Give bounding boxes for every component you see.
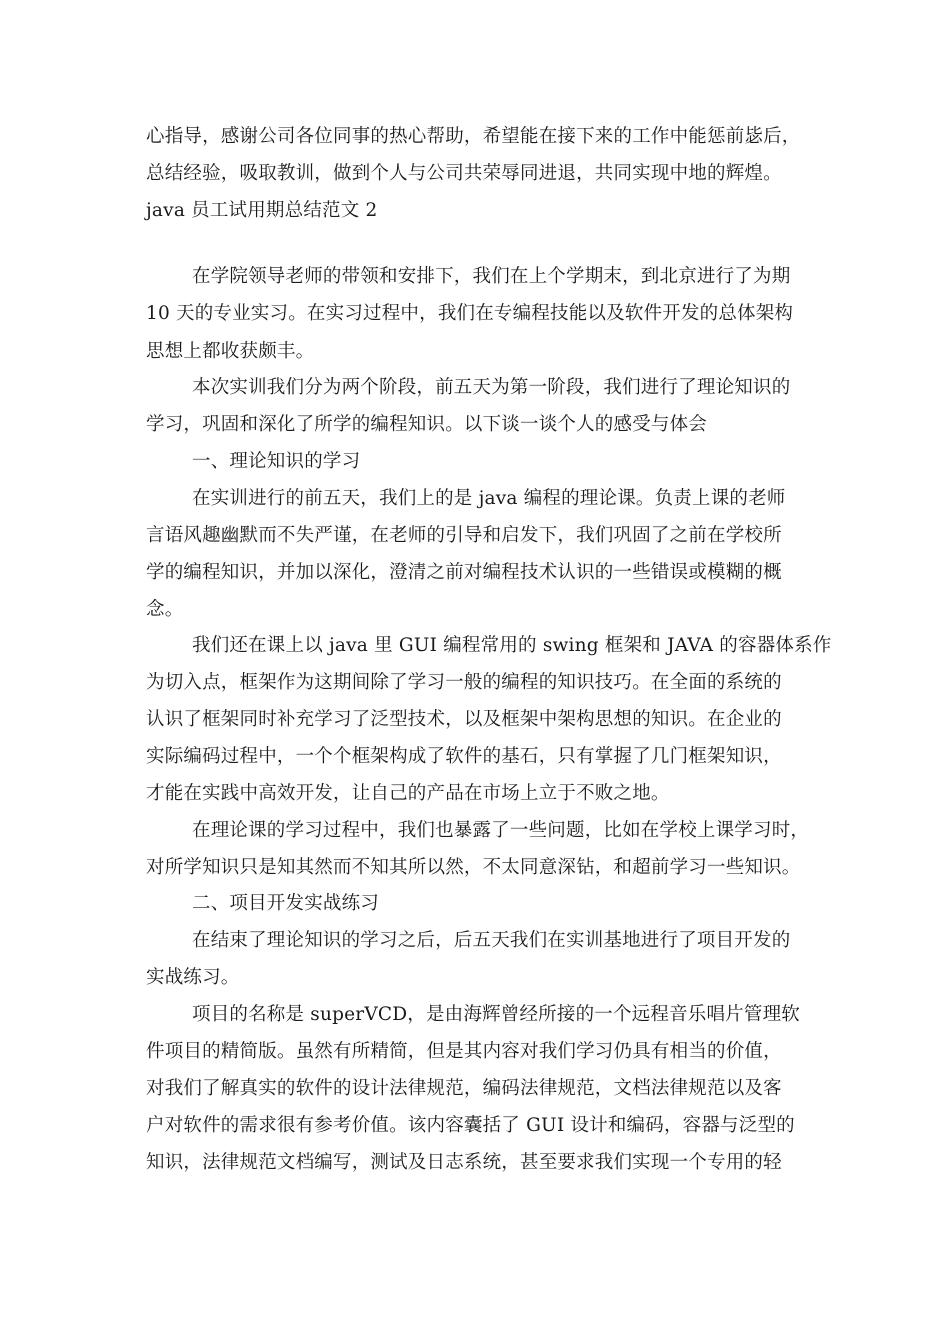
text-line: 在学院领导老师的带领和安排下，我们在上个学期末，到北京进行了为期 <box>192 266 791 287</box>
text-line: 为切入点，框架作为这期间除了学习一般的编程的知识技巧。在全面的系统的 <box>146 672 782 693</box>
text-line: 在理论课的学习过程中，我们也暴露了一些问题，比如在学校上课学习时， <box>192 820 810 841</box>
text-line: 在实训进行的前五天，我们上的是 java 编程的理论课。负责上课的老师 <box>192 488 786 509</box>
text-line: 念。 <box>146 599 184 620</box>
subsection-heading: 一、理论知识的学习 <box>192 451 361 472</box>
text-line: 学习，巩固和深化了所学的编程知识。以下谈一谈个人的感受与体会 <box>146 414 708 435</box>
text-line: 言语风趣幽默而不失严谨，在老师的引导和启发下，我们巩固了之前在学校所 <box>146 525 782 546</box>
text-line: 对我们了解真实的软件的设计法律规范，编码法律规范，文档法律规范以及客 <box>146 1078 782 1099</box>
text-line: 总结经验，吸取教训，做到个人与公司共荣辱同进退，共同实现中地的辉煌。 <box>146 163 782 184</box>
text-line: 实战练习。 <box>146 967 240 988</box>
text-line: 知识，法律规范文档编写，测试及日志系统，甚至要求我们实现一个专用的轻 <box>146 1152 782 1173</box>
text-line: 实际编码过程中，一个个框架构成了软件的基石，只有掌握了几门框架知识， <box>146 746 782 767</box>
subsection-heading: 二、项目开发实战练习 <box>192 893 380 914</box>
text-line: 心指导，感谢公司各位同事的热心帮助，希望能在接下来的工作中能惩前毖后， <box>146 126 801 147</box>
text-line: 认识了框架同时补充学习了泛型技术，以及框架中架构思想的知识。在企业的 <box>146 709 782 730</box>
text-line: 本次实训我们分为两个阶段，前五天为第一阶段，我们进行了理论知识的 <box>192 377 791 398</box>
text-line: 才能在实践中高效开发，让自己的产品在市场上立于不败之地。 <box>146 783 670 804</box>
text-line: 项目的名称是 superVCD，是由海辉曾经所接的一个远程音乐唱片管理软 <box>192 1004 800 1025</box>
text-line: 在结束了理论知识的学习之后，后五天我们在实训基地进行了项目开发的 <box>192 930 791 951</box>
text-line: 我们还在课上以 java 里 GUI 编程常用的 swing 框架和 JAVA 的容器体系作 <box>192 635 832 656</box>
text-line: 思想上都收获颇丰。 <box>146 341 315 362</box>
text-line: 对所学知识只是知其然而不知其所以然，不太同意深钻，和超前学习一些知识。 <box>146 857 801 878</box>
section-title: java 员工试用期总结范文 2 <box>146 200 378 221</box>
text-line: 10 天的专业实习。在实习过程中，我们在专编程技能以及软件开发的总体架构 <box>146 303 794 324</box>
text-line: 学的编程知识，并加以深化，澄清之前对编程技术认识的一些错误或模糊的概 <box>146 562 782 583</box>
text-line: 户对软件的需求很有参考价值。该内容囊括了 GUI 设计和编码，容器与泛型的 <box>146 1115 795 1136</box>
text-line: 件项目的精简版。虽然有所精简，但是其内容对我们学习仍具有相当的价值， <box>146 1041 782 1062</box>
